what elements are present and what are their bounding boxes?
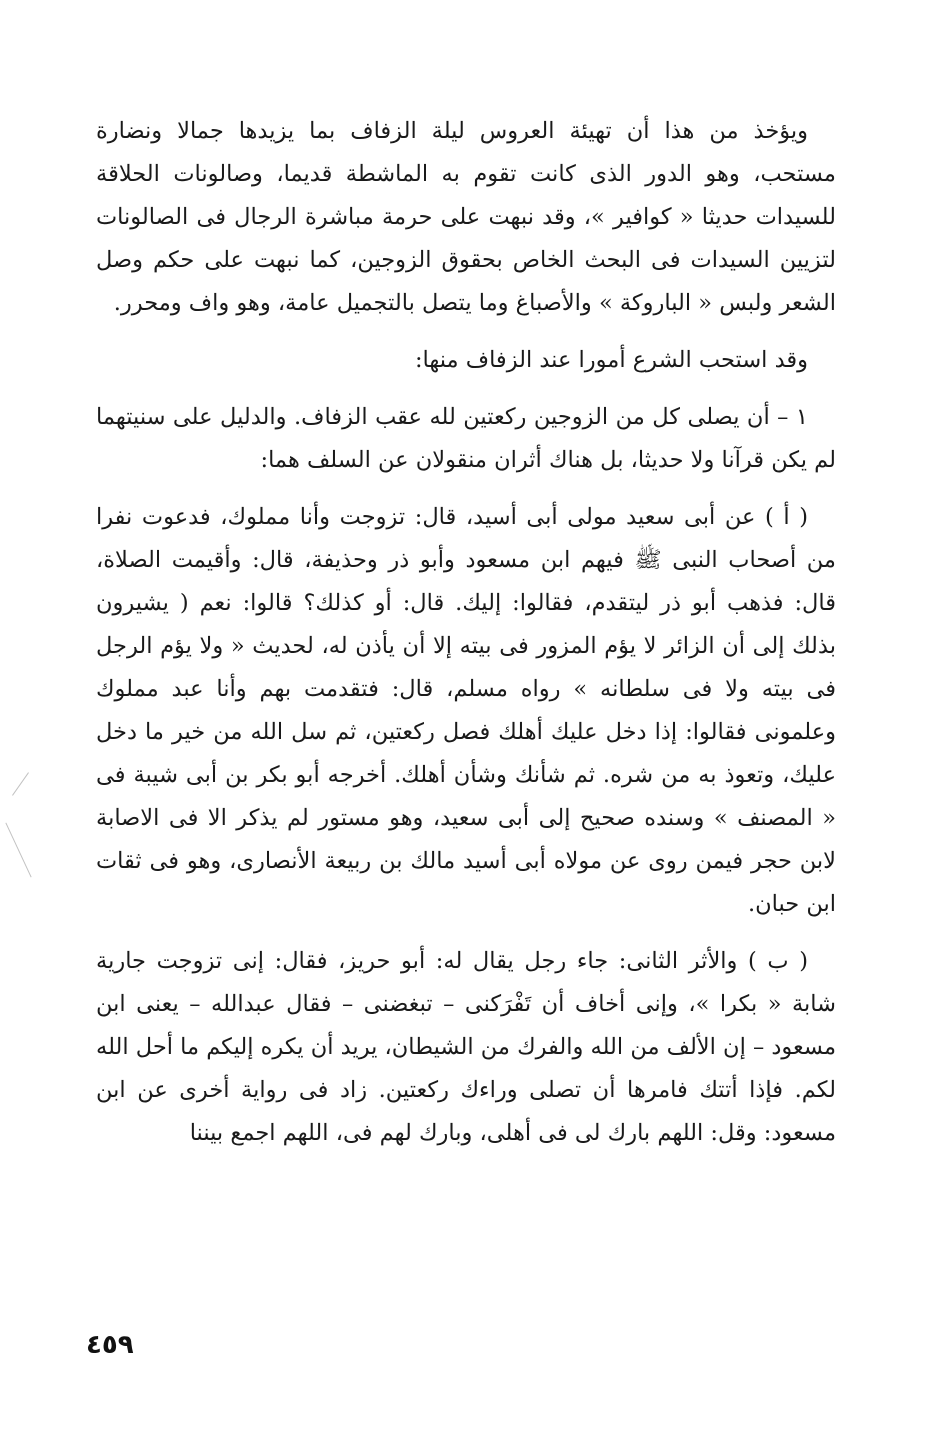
- paragraph-intro: ويؤخذ من هذا أن تهيئة العروس ليلة الزفاف بما يزيدها جمالا ونضارة مستحب، وهو الدور الذى كانت تقوم به الماشطة قديما، وصالونات الحلاقة للسيدات حديثا « كوافير »، وقد نبهت على حرمة مباشرة الرجال فى الصالونات لتزيين السيدات فى البحث الخاص بحقوق الزوجين، كما نبهت على حكم وصل الشعر ولبس « الباروكة » والأصباغ وما يتصل بالتجميل عامة، وهو واف ومحرر.: [96, 118, 836, 316]
- scan-artifact-line: [12, 772, 29, 796]
- paragraph-two-rakahs: ١ – أن يصلى كل من الزوجين ركعتين لله عقب الزفاف. والدليل على سنيتهما لم يكن قرآنا ولا حديثا، بل هناك أثران منقولان عن السلف هما:: [96, 404, 836, 473]
- paragraph-recommended-acts: وقد استحب الشرع أمورا عند الزفاف منها:: [414, 347, 808, 373]
- body-text: [96, 110, 836, 1169]
- page-number: ٤٥٩: [86, 1330, 134, 1360]
- paragraph-narration-b: ( ب ) والأثر الثانى: جاء رجل يقال له: أبو حريز، فقال: إنى تزوجت جارية شابة « بكرا »، وإنى أخاف أن تَفْرَكنى – تبغضنى – فقال عبدالله – يعنى ابن مسعود – إن الألف من الله والفرك من الشيطان، يريد أن يكره إليكم ما أحل الله لكم. فإذا أتتك فامرها أن تصلى وراءك ركعتين. زاد فى رواية أخرى عن ابن مسعود: وقل: اللهم بارك لى فى أهلى، وبارك لهم فى، اللهم اجمع بيننا: [96, 948, 836, 1146]
- paragraph-narration-a: ( أ ) عن أبى سعيد مولى أبى أسيد، قال: تزوجت وأنا مملوك، فدعوت نفرا من أصحاب النبى ﷺ فيهم ابن مسعود وأبو ذر وحذيفة، قال: وأقيمت الصلاة، قال: فذهب أبو ذر ليتقدم، فقالوا: إليك. قال: أو كذلك؟ قالوا: نعم ( يشيرون بذلك إلى أن الزائر لا يؤم المزور فى بيته إلا أن يأذن له، لحديث « ولا يؤم الرجل فى بيته ولا فى سلطانه » رواه مسلم، قال: فتقدمت بهم وأنا عبد مملوك وعلمونى فقالوا: إذا دخل عليك أهلك فصل ركعتين، ثم سل الله من خير ما دخل عليك، وتعوذ به من شره. ثم شأنك وشأن أهلك. أخرجه أبو بكر بن أبى شيبة فى « المصنف » وسنده صحيح إلى أبى سعيد، وهو مستور لم يذكر الا فى الاصابة لابن حجر فيمن روى عن مولاه أبى أسيد مالك بن ربيعة الأنصارى، وهو فى ثقات ابن حبان.: [96, 504, 836, 917]
- scan-artifact-line: [5, 823, 31, 878]
